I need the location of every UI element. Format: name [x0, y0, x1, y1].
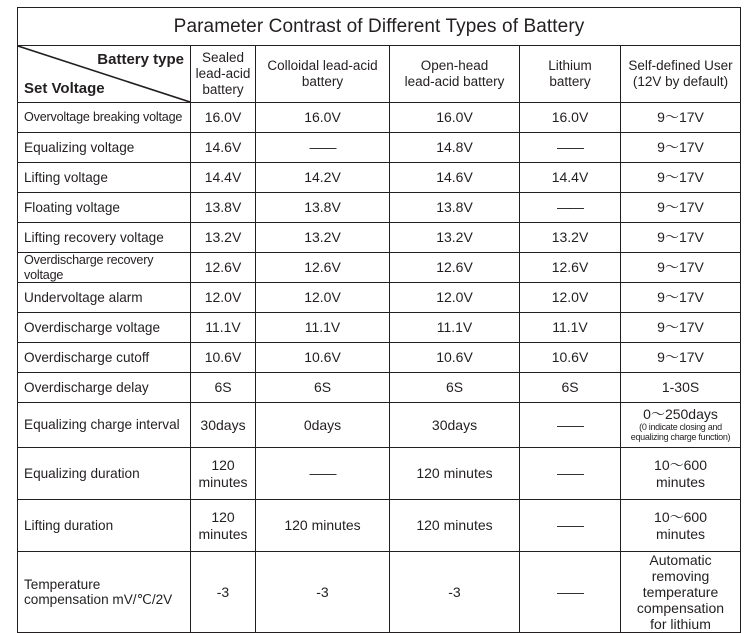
cell-colloidal: 10.6V — [256, 343, 390, 373]
col-header-line: lead-acid battery — [404, 74, 505, 89]
cell-openhead: 13.2V — [390, 223, 520, 253]
cell-user — [621, 500, 741, 552]
table-row — [18, 223, 741, 253]
col-header-line: Sealed — [201, 50, 245, 66]
cell-sealed — [191, 500, 256, 552]
cell-lithium: 12.6V — [520, 253, 621, 283]
cell-colloidal: 6S — [256, 373, 390, 403]
cell-lithium: 11.1V — [520, 313, 621, 343]
row-label: Floating voltage — [18, 193, 191, 223]
cell-user: 9～17V — [621, 223, 741, 253]
cell-lithium: 14.4V — [520, 163, 621, 193]
cell-sealed: 14.6V — [191, 133, 256, 163]
cell-lithium: 16.0V — [520, 103, 621, 133]
cell-user-note: (0 indicate closing and equalizing charge function) — [630, 422, 731, 442]
cell-lithium: —— — [520, 193, 621, 223]
col-header-line: battery — [549, 74, 591, 89]
cell-sealed-line: 120 — [211, 509, 235, 526]
cell-lithium: 10.6V — [520, 343, 621, 373]
cell-openhead: 14.8V — [390, 133, 520, 163]
cell-colloidal: 13.8V — [256, 193, 390, 223]
row-label — [18, 552, 191, 633]
cell-colloidal: -3 — [256, 552, 390, 633]
col-header-line: battery — [202, 81, 244, 97]
col-header-line: Self-defined User — [628, 58, 733, 74]
row-label: Overdischarge voltage — [18, 313, 191, 343]
table-title-row — [18, 8, 741, 46]
cell-user: 9～17V — [621, 163, 741, 193]
cell-openhead: 16.0V — [390, 103, 520, 133]
cell-openhead: 120 minutes — [390, 448, 520, 500]
cell-lithium: —— — [520, 500, 621, 552]
table-row — [18, 373, 741, 403]
cell-user: 9～17V — [621, 133, 741, 163]
cell-user: 9～17V — [621, 253, 741, 283]
table-row — [18, 403, 741, 448]
col-header-line: battery — [301, 74, 344, 89]
row-label: Overdischarge cutoff — [18, 343, 191, 373]
cell-lithium: —— — [520, 133, 621, 163]
cell-user-value: 0～250days — [643, 406, 718, 423]
col-header-line: (12V by default) — [632, 74, 729, 89]
cell-user: 9～17V — [621, 193, 741, 223]
cell-openhead: 14.6V — [390, 163, 520, 193]
cell-user-line: temperature — [642, 584, 719, 601]
cell-colloidal: 12.0V — [256, 283, 390, 313]
cell-user-line: 10～600 — [654, 509, 707, 526]
cell-user-line: for lithium — [650, 616, 711, 633]
table-row — [18, 283, 741, 313]
table-row — [18, 163, 741, 193]
cell-lithium: 12.0V — [520, 283, 621, 313]
cell-user: 9～17V — [621, 283, 741, 313]
cell-sealed-line: minutes — [198, 525, 248, 542]
cell-openhead: 13.8V — [390, 193, 520, 223]
table-row — [18, 500, 741, 552]
row-label: Overdischarge recovery voltage — [18, 253, 191, 283]
row-label-line: compensation mV/℃/2V — [24, 592, 173, 608]
cell-colloidal: 120 minutes — [256, 500, 390, 552]
column-header-sealed-lead-acid — [191, 46, 256, 103]
column-header-lithium — [520, 46, 621, 103]
battery-parameter-table — [17, 7, 741, 633]
col-header-line: Colloidal lead-acid — [267, 58, 378, 74]
header-set-voltage-label: Set Voltage — [24, 80, 105, 98]
cell-user — [621, 403, 741, 448]
row-label: Equalizing duration — [18, 448, 191, 500]
cell-colloidal: 12.6V — [256, 253, 390, 283]
table-row — [18, 103, 741, 133]
cell-sealed: 6S — [191, 373, 256, 403]
cell-openhead: 30days — [390, 403, 520, 448]
cell-lithium: 13.2V — [520, 223, 621, 253]
cell-sealed: 13.8V — [191, 193, 256, 223]
cell-sealed: 12.6V — [191, 253, 256, 283]
col-header-line: lead-acid — [195, 66, 251, 82]
cell-sealed: 16.0V — [191, 103, 256, 133]
cell-lithium: —— — [520, 448, 621, 500]
col-header-line: Lithium — [548, 58, 592, 74]
row-label: Overdischarge delay — [18, 373, 191, 403]
cell-sealed-line: minutes — [198, 473, 248, 490]
row-label: Overvoltage breaking voltage — [18, 103, 191, 133]
table-row — [18, 448, 741, 500]
row-label: Equalizing voltage — [18, 133, 191, 163]
column-header-colloidal-lead-acid — [256, 46, 390, 103]
table-row — [18, 552, 741, 633]
cell-sealed: 14.4V — [191, 163, 256, 193]
column-header-open-head-lead-acid — [390, 46, 520, 103]
cell-user-line: minutes — [656, 525, 706, 542]
cell-user — [621, 552, 741, 633]
cell-user: 1-30S — [621, 373, 741, 403]
cell-openhead: 12.6V — [390, 253, 520, 283]
table-row — [18, 313, 741, 343]
cell-openhead: 120 minutes — [390, 500, 520, 552]
cell-sealed: 10.6V — [191, 343, 256, 373]
row-label: Lifting voltage — [18, 163, 191, 193]
table-row — [18, 253, 741, 283]
table-row — [18, 133, 741, 163]
cell-openhead: 12.0V — [390, 283, 520, 313]
header-corner-cell — [18, 46, 191, 103]
cell-user: 9～17V — [621, 343, 741, 373]
cell-colloidal: 16.0V — [256, 103, 390, 133]
row-label: Equalizing charge interval — [18, 403, 191, 448]
table-row — [18, 343, 741, 373]
cell-sealed — [191, 448, 256, 500]
cell-colloidal: 13.2V — [256, 223, 390, 253]
cell-openhead: 6S — [390, 373, 520, 403]
cell-sealed-line: 120 — [211, 457, 235, 474]
cell-sealed: 13.2V — [191, 223, 256, 253]
cell-colloidal: —— — [256, 133, 390, 163]
cell-sealed: -3 — [191, 552, 256, 633]
cell-colloidal: 11.1V — [256, 313, 390, 343]
row-label: Lifting recovery voltage — [18, 223, 191, 253]
cell-user: 9～17V — [621, 313, 741, 343]
cell-user-line: 10～600 — [654, 457, 707, 474]
row-label: Lifting duration — [18, 500, 191, 552]
cell-openhead: -3 — [390, 552, 520, 633]
table-row — [18, 193, 741, 223]
cell-sealed: 30days — [191, 403, 256, 448]
cell-lithium: 6S — [520, 373, 621, 403]
cell-user — [621, 448, 741, 500]
column-header-self-defined-user — [621, 46, 741, 103]
cell-lithium: —— — [520, 552, 621, 633]
table-header-row — [18, 46, 741, 103]
cell-sealed: 12.0V — [191, 283, 256, 313]
cell-lithium: —— — [520, 403, 621, 448]
cell-user-line: Automatic removing — [649, 552, 712, 585]
cell-colloidal: 14.2V — [256, 163, 390, 193]
cell-sealed: 11.1V — [191, 313, 256, 343]
header-battery-type-label: Battery type — [97, 51, 184, 68]
cell-user-line: compensation — [636, 600, 725, 617]
cell-colloidal: —— — [256, 448, 390, 500]
cell-openhead: 11.1V — [390, 313, 520, 343]
cell-openhead: 10.6V — [390, 343, 520, 373]
row-label: Undervoltage alarm — [18, 283, 191, 313]
cell-user: 9～17V — [621, 103, 741, 133]
cell-colloidal: 0days — [256, 403, 390, 448]
row-label-line: Temperature — [24, 576, 101, 592]
page-title: Parameter Contrast of Different Types of Battery — [18, 8, 741, 46]
col-header-line: Open-head — [420, 58, 489, 74]
cell-user-line: minutes — [656, 473, 706, 490]
